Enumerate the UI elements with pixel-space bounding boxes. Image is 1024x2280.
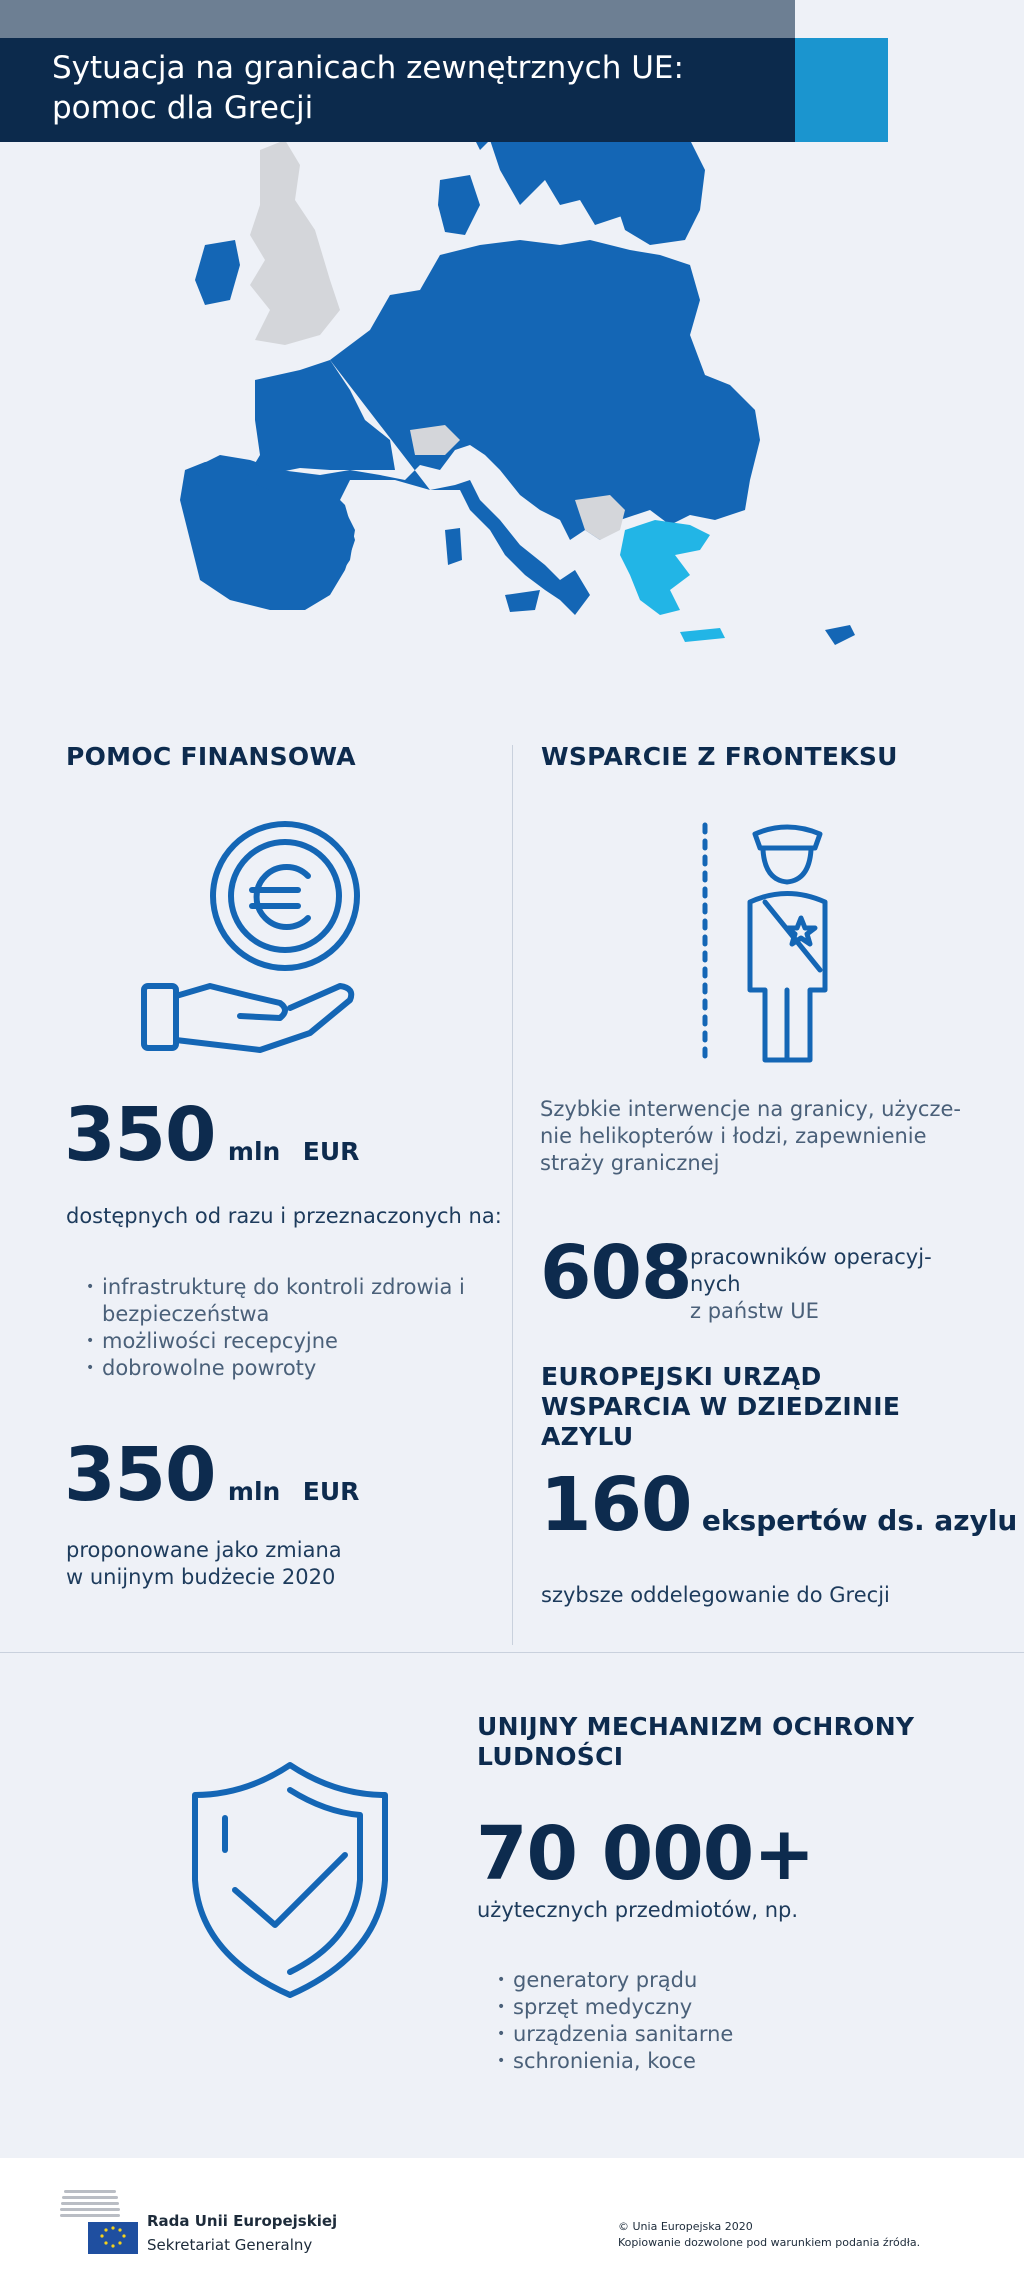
frontex-desc-line-1: Szybkie interwencje na granicy, użycze-	[540, 1097, 961, 1121]
header-photo-strip	[0, 0, 795, 40]
financial-desc-2-line-2: w unijnym budżecie 2020	[66, 1565, 336, 1589]
map-crete	[680, 628, 725, 642]
amount-1-currency: EUR	[302, 1137, 360, 1166]
section-divider	[0, 1652, 1024, 1653]
title-line-1: Sytuacja na granicach zewnętrznych UE:	[52, 50, 684, 86]
amount-1-mln: mln	[227, 1137, 281, 1166]
map-finland	[615, 140, 705, 245]
easo-heading-line-3: AZYLU	[541, 1422, 634, 1451]
financial-amount-2	[64, 1432, 360, 1518]
euro-coin-hand-icon	[140, 818, 360, 1063]
frontex-count-label-line-1: pracowników operacyj-	[690, 1245, 932, 1269]
map-cyprus	[825, 625, 855, 645]
financial-desc-1: dostępnych od razu i przeznaczonych na:	[66, 1204, 502, 1228]
frontex-desc	[540, 1096, 990, 1177]
shield-check-icon	[185, 1760, 395, 2000]
frontex-count-label	[690, 1244, 1010, 1325]
easo-desc: szybsze oddelegowanie do Grecji	[541, 1583, 890, 1607]
border-guard-icon	[695, 820, 845, 1065]
map-sardinia	[445, 528, 462, 565]
civil-bullet-2: • sprzęt medyczny	[489, 1994, 889, 2021]
map-denmark	[438, 175, 480, 235]
amount-2-mln: mln	[227, 1477, 281, 1506]
civil-bullet-4: • schronienia, koce	[489, 2048, 889, 2075]
amount-2-currency: EUR	[302, 1477, 360, 1506]
frontex-count-label-line-3: z państw UE	[690, 1299, 819, 1323]
secretariat-name: Sekretariat Generalny	[147, 2236, 313, 2254]
civil-bullets	[489, 1967, 889, 2075]
copyright-line-2: Kopiowanie dozwolone pod warunkiem podania źródła.	[618, 2236, 921, 2249]
easo-heading	[541, 1362, 900, 1452]
easo-heading-line-1: EUROPEJSKI URZĄD	[541, 1362, 822, 1391]
map-greece	[620, 520, 710, 615]
frontex-heading: WSPARCIE Z FRONTEKSU	[541, 742, 898, 771]
map-sicily	[505, 590, 540, 612]
financial-bullet-1: • infrastrukturę do kontroli zdrowia i bezpieczeństwa	[78, 1274, 508, 1328]
frontex-count-label-line-2: nych	[690, 1272, 741, 1296]
financial-desc-2	[66, 1537, 342, 1591]
civil-count: 70 000+	[476, 1811, 815, 1897]
copyright-line-1: © Unia Europejska 2020	[618, 2220, 753, 2233]
page-title	[52, 48, 792, 128]
financial-bullet-2: • możliwości recepcyjne	[78, 1328, 508, 1355]
easo-count: 160	[540, 1462, 692, 1548]
civil-heading-line-2: LUDNOŚCI	[477, 1742, 624, 1771]
civil-bullet-3: • urządzenia sanitarne	[489, 2021, 889, 2048]
financial-desc-2-line-1: proponowane jako zmiana	[66, 1538, 342, 1562]
frontex-count: 608	[540, 1230, 692, 1316]
header-accent	[795, 38, 888, 142]
financial-bullet-3: • dobrowolne powroty	[78, 1355, 508, 1382]
amount-2-value: 350	[64, 1432, 216, 1518]
civil-desc: użytecznych przedmiotów, np.	[477, 1898, 799, 1922]
frontex-desc-line-2: nie helikopterów i łodzi, zapewnienie	[540, 1124, 927, 1148]
easo-count-row	[540, 1462, 1018, 1548]
civil-heading	[477, 1712, 914, 1772]
frontex-desc-line-3: straży granicznej	[540, 1151, 720, 1175]
easo-heading-line-2: WSPARCIA W DZIEDZINIE	[541, 1392, 901, 1421]
financial-amount-1	[64, 1092, 360, 1178]
financial-bullets	[78, 1274, 508, 1382]
column-divider	[512, 745, 513, 1645]
civil-heading-line-1: UNIJNY MECHANIZM OCHRONY	[477, 1712, 915, 1741]
amount-1-value: 350	[64, 1092, 216, 1178]
financial-heading: POMOC FINANSOWA	[66, 742, 356, 771]
map-uk	[250, 140, 340, 345]
council-name: Rada Unii Europejskiej	[147, 2212, 338, 2230]
title-line-2: pomoc dla Grecji	[52, 90, 314, 126]
council-logo-icon	[60, 2186, 140, 2256]
civil-bullet-1: • generatory prądu	[489, 1967, 889, 1994]
map-ireland	[195, 240, 240, 305]
easo-count-label: ekspertów ds. azylu	[701, 1504, 1018, 1537]
